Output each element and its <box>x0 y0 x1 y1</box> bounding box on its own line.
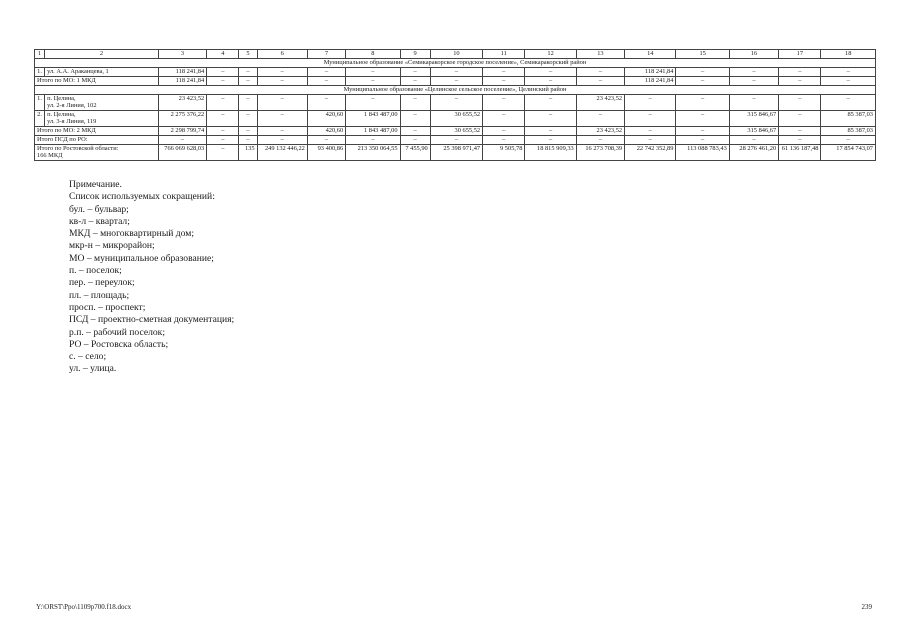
note-item: пер. – переулок; <box>69 277 135 289</box>
row-number: 1. <box>35 68 45 77</box>
table-cell: 28 276 461,20 <box>729 145 778 161</box>
table-cell: – <box>625 111 676 127</box>
header-cell: 7 <box>307 50 345 59</box>
table-cell: – <box>576 111 624 127</box>
header-cell: 16 <box>729 50 778 59</box>
table-cell: – <box>576 68 624 77</box>
table-cell: – <box>625 95 676 111</box>
table-row <box>35 95 876 111</box>
note-item: пл. – площадь; <box>69 289 130 301</box>
note-item: МКД – многоквартирный дом; <box>69 228 195 240</box>
table-cell: – <box>430 95 482 111</box>
table-cell: 9 505,78 <box>483 145 525 161</box>
table-cell: – <box>676 68 729 77</box>
table-cell: – <box>239 111 257 127</box>
note-item: ул. – улица. <box>69 363 117 375</box>
table-row <box>35 111 876 127</box>
table-cell: – <box>257 77 307 86</box>
table-cell: – <box>483 136 525 145</box>
table-cell: – <box>676 136 729 145</box>
table-cell: 23 423,52 <box>158 95 206 111</box>
table-cell: 420,60 <box>307 127 345 136</box>
table-cell: 420,60 <box>307 111 345 127</box>
table-cell: – <box>307 95 345 111</box>
table-cell: 1 843 487,00 <box>346 111 400 127</box>
table-cell: – <box>239 68 257 77</box>
table-cell: 85 387,03 <box>821 127 876 136</box>
table-cell: 118 241,84 <box>625 77 676 86</box>
table-cell: – <box>625 127 676 136</box>
table-cell: – <box>257 127 307 136</box>
table-row <box>35 68 876 77</box>
table-cell: – <box>239 136 257 145</box>
table-cell: 118 241,84 <box>158 68 206 77</box>
table-cell: – <box>729 136 778 145</box>
note-item: бул. – бульвар; <box>69 203 129 215</box>
address-line: ул. 3-я Линия, 119 <box>47 118 97 126</box>
table-cell: 23 423,52 <box>576 127 624 136</box>
table-cell: – <box>525 68 576 77</box>
total-label: Итого по МО: 1 МКД <box>35 77 159 86</box>
table-cell: – <box>257 95 307 111</box>
table-cell: – <box>207 111 239 127</box>
table-cell: 315 846,67 <box>729 111 778 127</box>
table-cell: – <box>483 77 525 86</box>
table-cell: 113 088 783,43 <box>676 145 729 161</box>
table-cell: – <box>729 68 778 77</box>
table-cell: – <box>207 77 239 86</box>
total-row <box>35 77 876 86</box>
header-cell: 10 <box>430 50 482 59</box>
address-cell <box>45 111 159 127</box>
data-table <box>34 49 876 161</box>
table-cell: – <box>400 68 430 77</box>
table-cell: – <box>430 68 482 77</box>
table-cell: 30 655,52 <box>430 111 482 127</box>
table-cell: – <box>676 127 729 136</box>
section-row <box>35 86 876 95</box>
table-cell: 766 069 628,03 <box>158 145 206 161</box>
address-line: ул. 2-я Линия, 102 <box>47 102 97 110</box>
table-cell: – <box>346 77 400 86</box>
table-cell: – <box>625 136 676 145</box>
table-cell: 61 136 187,48 <box>779 145 821 161</box>
address-cell: ул. А.А. Араканцева, 1 <box>45 68 159 77</box>
table-cell: – <box>821 77 876 86</box>
table-cell: – <box>239 77 257 86</box>
table-cell: – <box>346 68 400 77</box>
table-cell: – <box>525 77 576 86</box>
header-cell: 11 <box>483 50 525 59</box>
table-cell: 213 350 064,55 <box>346 145 400 161</box>
table-cell: 16 273 708,39 <box>576 145 624 161</box>
table-cell: – <box>676 111 729 127</box>
table-cell: – <box>779 127 821 136</box>
table-cell: – <box>307 77 345 86</box>
table-cell: 2 298 799,74 <box>158 127 206 136</box>
table-cell: – <box>400 136 430 145</box>
table-cell: – <box>207 145 239 161</box>
table-cell: – <box>779 68 821 77</box>
table-cell: – <box>779 95 821 111</box>
table-cell: – <box>525 111 576 127</box>
header-cell: 8 <box>346 50 400 59</box>
table-cell: – <box>257 136 307 145</box>
table-cell: 1 843 487,00 <box>346 127 400 136</box>
table-cell: 30 655,52 <box>430 127 482 136</box>
header-cell: 2 <box>45 50 159 59</box>
table-cell: – <box>576 136 624 145</box>
table-cell: – <box>779 77 821 86</box>
table-cell: – <box>576 77 624 86</box>
table-cell: 18 815 909,33 <box>525 145 576 161</box>
note-item: ПСД – проектно-сметная документация; <box>69 314 235 326</box>
table-cell: – <box>207 136 239 145</box>
header-cell: 3 <box>158 50 206 59</box>
table-cell: – <box>207 68 239 77</box>
section-title: Муниципальное образование «Целинское сельское поселение», Целинский район <box>35 86 876 95</box>
table-cell: 249 132 446,22 <box>257 145 307 161</box>
table-cell: 85 387,03 <box>821 111 876 127</box>
table-cell: – <box>400 77 430 86</box>
note-item: просп. – проспект; <box>69 301 146 313</box>
table-cell: – <box>346 136 400 145</box>
total-label-line: 166 МКД <box>37 152 63 160</box>
total-label <box>35 145 159 161</box>
table-cell: – <box>779 136 821 145</box>
table-cell: – <box>307 136 345 145</box>
header-cell: 12 <box>525 50 576 59</box>
header-cell: 15 <box>676 50 729 59</box>
row-number: 1. <box>35 95 45 111</box>
address-line: п. Целина, <box>47 95 76 102</box>
table-cell: 25 398 971,47 <box>430 145 482 161</box>
grand-total-row <box>35 145 876 161</box>
note-item: р.п. – рабочий поселок; <box>69 326 166 338</box>
header-cell: 5 <box>239 50 257 59</box>
table-cell: – <box>257 68 307 77</box>
table-cell: – <box>307 68 345 77</box>
note-item: РО – Ростовска область; <box>69 338 169 350</box>
note-title: Примечание. <box>69 179 122 190</box>
header-cell: 6 <box>257 50 307 59</box>
table-cell: 93 400,86 <box>307 145 345 161</box>
table-cell: – <box>257 111 307 127</box>
table-cell: 135 <box>239 145 257 161</box>
header-row <box>35 50 876 59</box>
table-cell: – <box>821 95 876 111</box>
total-row <box>35 136 876 145</box>
total-label: Итого ПСД по РО: <box>35 136 159 145</box>
address-cell <box>45 95 159 111</box>
table-cell: – <box>525 136 576 145</box>
total-label-line: Итого по Ростовской области: <box>37 145 119 152</box>
note-intro: Список используемых сокращений: <box>69 191 215 203</box>
table-cell: – <box>483 95 525 111</box>
table-cell: – <box>483 111 525 127</box>
table-cell: 118 241,84 <box>158 77 206 86</box>
table-cell: – <box>239 127 257 136</box>
header-cell: 9 <box>400 50 430 59</box>
table-cell: – <box>158 136 206 145</box>
table-cell: – <box>676 77 729 86</box>
table-cell: – <box>430 77 482 86</box>
table-cell: 22 742 352,89 <box>625 145 676 161</box>
total-label: Итого по МО: 2 МКД <box>35 127 159 136</box>
table-cell: – <box>346 95 400 111</box>
note-item: кв-л – квартал; <box>69 215 130 227</box>
note-item: МО – муниципальное образование; <box>69 252 214 264</box>
table-cell: 7 455,90 <box>400 145 430 161</box>
address-line: п. Целина, <box>47 111 76 118</box>
header-cell: 14 <box>625 50 676 59</box>
table-cell: – <box>430 136 482 145</box>
table-cell: 23 423,52 <box>576 95 624 111</box>
table-cell: – <box>525 95 576 111</box>
total-row <box>35 127 876 136</box>
table-cell: – <box>729 77 778 86</box>
table-cell: – <box>207 95 239 111</box>
footer-file-path: Y:\ORST\Ppo\1109p700.f18.docx <box>36 603 132 611</box>
header-cell: 4 <box>207 50 239 59</box>
table-cell: – <box>239 95 257 111</box>
row-number: 2. <box>35 111 45 127</box>
header-cell: 13 <box>576 50 624 59</box>
table-cell: – <box>207 127 239 136</box>
table-cell: – <box>821 136 876 145</box>
section-row <box>35 59 876 68</box>
note-item: п. – поселок; <box>69 265 122 277</box>
page-number: 239 <box>861 603 872 611</box>
table-cell: – <box>400 111 430 127</box>
table-cell: – <box>483 127 525 136</box>
section-title: Муниципальное образование «Семикаракорское городское поселение», Семикаракорский район <box>35 59 876 68</box>
note-item: мкр-н – микрорайон; <box>69 240 155 252</box>
table-cell: – <box>400 127 430 136</box>
table-cell: – <box>729 95 778 111</box>
abbreviations-note <box>69 179 234 376</box>
header-cell: 1 <box>35 50 45 59</box>
note-item: с. – село; <box>69 351 107 363</box>
table-cell: – <box>779 111 821 127</box>
table-cell: – <box>525 127 576 136</box>
table-cell: 118 241,84 <box>625 68 676 77</box>
header-cell: 18 <box>821 50 876 59</box>
table-cell: 2 275 376,22 <box>158 111 206 127</box>
table-cell: – <box>483 68 525 77</box>
table-cell: – <box>821 68 876 77</box>
table-cell: – <box>676 95 729 111</box>
table-cell: – <box>400 95 430 111</box>
table-cell: 315 846,67 <box>729 127 778 136</box>
header-cell: 17 <box>779 50 821 59</box>
table-cell: 17 854 743,07 <box>821 145 876 161</box>
